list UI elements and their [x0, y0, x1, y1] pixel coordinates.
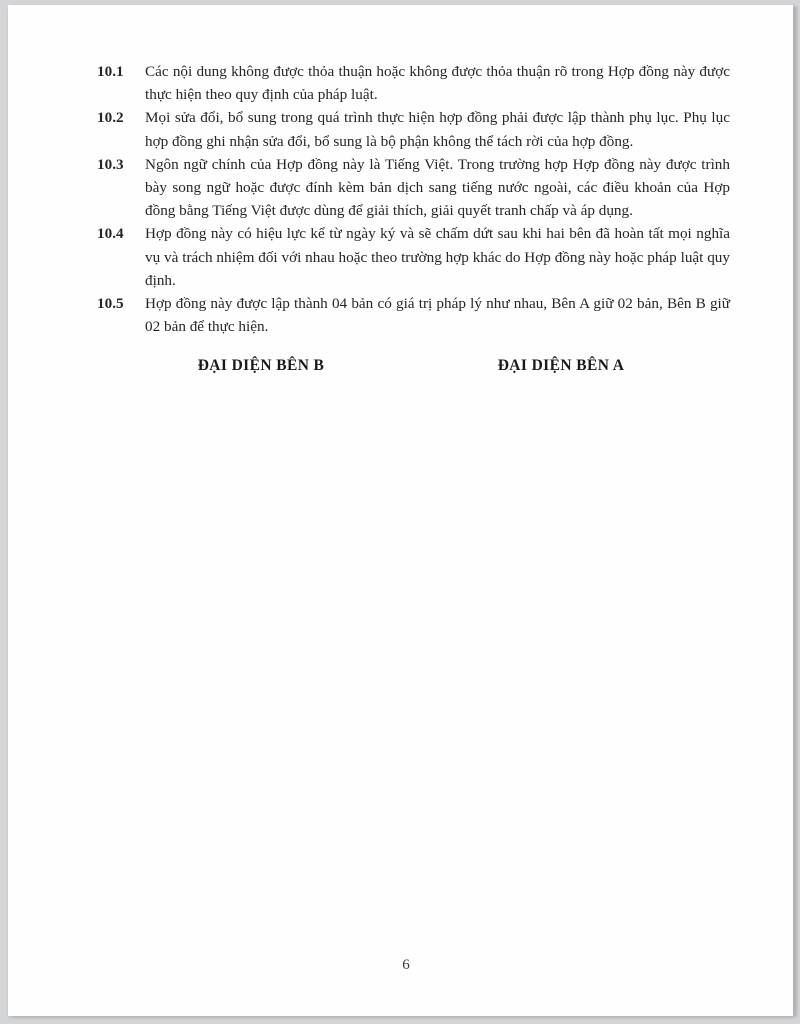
clause-item-10-3 [97, 153, 730, 223]
page-number: 6 [402, 957, 410, 973]
signature-party-a-heading: ĐẠI DIỆN BÊN A [497, 357, 625, 375]
clause-item-10-1 [97, 60, 730, 106]
clause-text: Ngôn ngữ chính của Hợp đồng này là Tiếng Việt. Trong trường hợp Hợp đồng này được trình bày song ngữ hoặc được đính kèm bản dịch sang tiếng nước ngoài, các điều khoản của Hợp đồng bằng Tiếng Việt được dùng để giải thích, giải quyết tranh chấp và áp dụng. [145, 155, 730, 220]
signature-party-b-heading: ĐẠI DIỆN BÊN B [197, 357, 325, 375]
clause-text: Hợp đồng này có hiệu lực kể từ ngày ký và sẽ chấm dứt sau khi hai bên đã hoàn tất mọi nghĩa vụ và trách nhiệm đối với nhau hoặc theo trường hợp khác do Hợp đồng này hoặc pháp luật quy định. [145, 225, 730, 289]
clause-text: Mọi sửa đổi, bổ sung trong quá trình thực hiện hợp đồng phải được lập thành phụ lục. Phụ lục hợp đồng ghi nhận sửa đổi, bổ sung là bộ phận không thể tách rời của hợp đồng. [145, 109, 730, 150]
clause-text: Các nội dung không được thỏa thuận hoặc không được thỏa thuận rõ trong Hợp đồng này được thực hiện theo quy định của pháp luật. [145, 63, 730, 104]
clause-number: 10.2 [97, 109, 124, 127]
clause-number: 10.1 [97, 63, 124, 80]
clause-item-10-2 [97, 106, 730, 152]
clause-number: 10.3 [97, 155, 124, 173]
clause-list [8, 5, 793, 338]
clause-text: Hợp đồng này được lập thành 04 bản có giá trị pháp lý như nhau, Bên A giữ 02 bản, Bên B giữ 02 bản để thực hiện. [145, 295, 730, 336]
clause-number: 10.4 [97, 225, 124, 243]
contract-page [8, 5, 793, 1016]
signature-row [8, 357, 793, 381]
clause-item-10-5 [97, 292, 730, 338]
clause-item-10-4 [97, 222, 730, 292]
clause-number: 10.5 [97, 295, 124, 313]
